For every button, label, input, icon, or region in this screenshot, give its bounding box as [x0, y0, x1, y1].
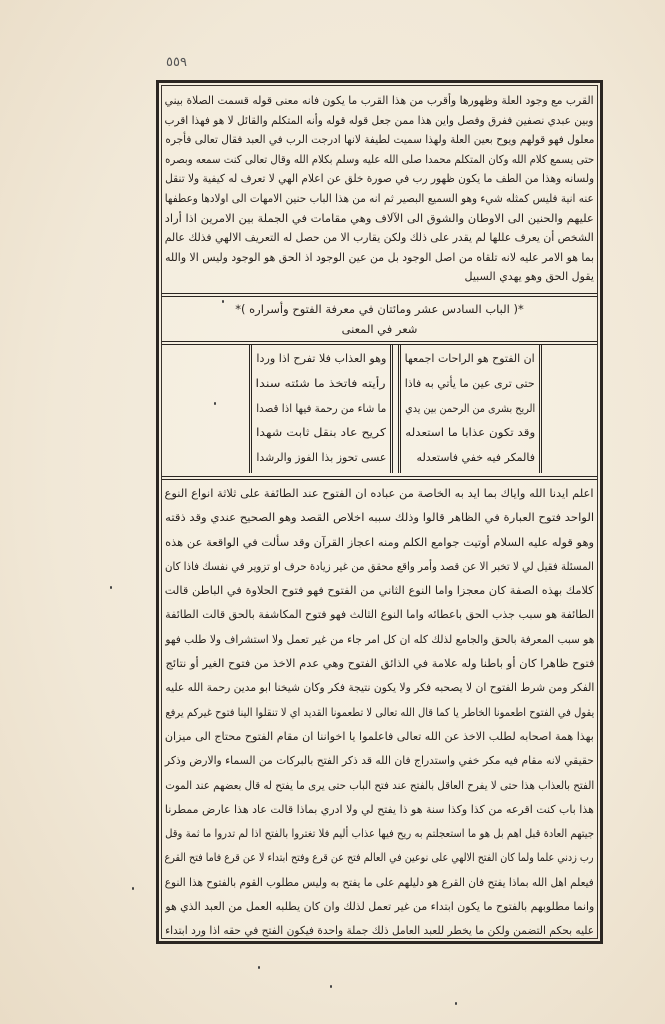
verse-hemistich	[256, 421, 386, 446]
text-line	[165, 91, 594, 111]
poem-left-column	[249, 345, 393, 473]
verse-hemistich-text: عسى تحوز بذا الفوز والرشدا	[256, 451, 386, 465]
text-line	[165, 822, 594, 846]
chapter-heading: *( الباب السادس عشر ومائتان في معرفة الفتوح وأسراره )*	[235, 302, 524, 316]
poem-right-column	[398, 345, 542, 473]
verse-hemistich-text: حتى ترى عين ما يأتي به فاذا	[405, 376, 535, 390]
verse-hemistich	[405, 372, 535, 397]
chapter-heading-block	[165, 299, 594, 339]
text-line-text: يقول الحق وهو يهدي السبيل	[464, 270, 594, 284]
text-line-text: هو سبب المعرفة بالحق والجامع لذلك كله ان كل امر جاء من غير تعمل ولا استشراف ولا طلب فهو	[165, 632, 594, 646]
verse-hemistich-text: فالمكر فيه خفي فاستعدله	[416, 451, 535, 465]
verse-hemistich	[405, 446, 535, 471]
text-line-text: حتى يسمع كلام الله وكان المتكلم محمدا صلى الله عليه وسلم بكلام الله وقال تعالى كنت سمعه وبصره	[165, 152, 594, 166]
text-line-text: الفتح بالعذاب هذا حتى لا يفرح العاقل بالفتح عند فتح الباب حتى يرى ما يفتح له قال بعضهم عند الموت	[165, 778, 594, 792]
text-line-text: المسئلة فقيل لي لا تخبر الا عن قصد وأمر واقع محقق من غير زيادة حرف او تزوير في نفسك فاذا كان	[165, 559, 594, 573]
verse-hemistich	[405, 397, 535, 422]
text-line-text: وهو قوله عليه السلام أوتيت جوامع الكلم ومنه اعجاز القرآن وقد سألت في الواقعة عن هذه	[165, 535, 594, 549]
top-paragraph	[165, 91, 594, 287]
page-number: ٥٥٩	[166, 55, 187, 70]
text-line	[165, 603, 594, 627]
text-line	[165, 652, 594, 676]
text-line	[165, 701, 594, 725]
text-line	[165, 150, 594, 170]
ink-speck	[132, 887, 134, 890]
text-line	[165, 111, 594, 131]
text-line-text: اعلم ايدنا الله واياك بما ايد به الخاصة من عباده ان الفتوح عند الطائفة على ثلاثة انواع النوع	[165, 487, 594, 500]
text-line	[165, 798, 594, 822]
verse-hemistich-text: وقد تكون عذابا ما استعدله	[405, 426, 535, 440]
text-line	[165, 774, 594, 798]
text-line	[165, 228, 594, 248]
text-line-text: وبين عبدي نصفين ففرق وفصل واين هذا ممن جعل قوله قوله وأنه المتكلم والقائل لا هو فهذا اقرب	[165, 113, 594, 127]
poem-heading: شعر في المعنى	[341, 322, 418, 336]
text-line-text: الواحد فتوح العبارة في الظاهر قالوا وذلك سببه اخلاص القصد وهو الصحيح عندي وقد ذقته	[164, 511, 594, 525]
text-line	[165, 248, 594, 268]
text-line-text: حقيقي لانه مقام فيه مكر خفي واستدراج فان الله قد ذكر الفتح بالبركات من السماء والارض وذكر	[165, 754, 594, 768]
ink-speck	[110, 586, 112, 589]
ink-speck	[455, 1002, 457, 1005]
text-frame	[156, 80, 603, 944]
text-line-text: الفكر ومن شرط الفتوح ان لا يصحبه فكر ولا يكون نتيجة فكر وكان شيخنا ابو مدين رحمة الله عليه	[165, 681, 594, 695]
verse-hemistich-text: ان الفتوح هو الراحات اجمعها	[405, 352, 535, 365]
text-line	[165, 919, 594, 943]
verse-hemistich	[256, 347, 386, 372]
verse-hemistich	[256, 446, 386, 471]
verse-hemistich	[405, 347, 535, 372]
text-line	[165, 749, 594, 773]
text-line-text: جيتهم العادة قبل اهم بل هو ما استعجلتم به ريح فيها عذاب أليم فلا تغتروا بالفتح اذا لم تدروا ما ثمة وقل	[165, 827, 594, 841]
ink-speck	[330, 985, 332, 988]
verse-hemistich	[256, 397, 386, 422]
text-line-text: فيعلم اهل الله بماذا يفتح فان القرع هو دليلهم على ما يفتح به وليس مطلوب القوم بالفتوح هذا النوع	[165, 875, 594, 889]
verse-hemistich	[405, 421, 535, 446]
text-line-text: كلامك بهذه الصفة كان معجزا واما النوع الثاني من الفتوح فهو فتوح الحلاوة في الباطن قالت	[165, 584, 594, 598]
verse-hemistich-text: كريح عاد بنقل ثابت شهدا	[256, 426, 386, 440]
text-line	[165, 846, 594, 870]
text-line	[165, 895, 594, 919]
divider	[162, 476, 597, 480]
text-line	[165, 267, 594, 287]
text-line-text: بما هو الامر عليه لانه تلقاه من اصل الوجود بل من عين الوجود اذ الحق هو الوجود وليس الا والله	[165, 250, 594, 264]
text-line-text: القرب مع وجود العلة وظهورها وأقرب من هذا القرب ما يكون فانه معنى قوله قسمت الصلاة بيني	[165, 94, 594, 107]
ink-speck	[222, 300, 224, 303]
text-line	[165, 209, 594, 229]
text-line-text: الشخص أن يعرف عللها لم يقدر على ذلك ولكن يقارب الا من حصل له التعريف الالهي فذلك عالم	[165, 231, 594, 245]
text-line-text: عليه بحكم التضمن ولكن ما يخطر للعبد العامل ذلك جملة واحدة فيكون الفتح في حقه اذا ورد ابتداء	[165, 924, 594, 938]
text-line-text: وانما مطلوبهم بالفتوح ما يكون ابتداء من غير تعمل لذلك وان كان يطلبه العمل من العبد الذي هو	[165, 900, 594, 914]
text-line	[165, 482, 594, 506]
text-line-text: فتوح ظاهرا كان أو باطنا وله علامة في الذائق الفتوح وهي عدم الاخذ من فتوح الغير أو نتائج	[165, 657, 594, 671]
verse-hemistich-text: وهو العذاب فلا تفرح اذا وردا	[256, 352, 386, 365]
bottom-paragraph	[165, 482, 594, 944]
text-line-text: ولسانه وهذا من الطف ما يكون ظهور رب في صورة خلق عن اعلام الهي لا تعرف له كيفية ولا تنقل	[165, 172, 594, 186]
verse-hemistich-text: رأيته فاتخذ ما شئته سندا	[256, 376, 386, 390]
ink-speck	[258, 966, 260, 969]
divider	[162, 293, 597, 297]
text-line	[165, 130, 594, 150]
text-line-text: معلول فهو قولهم ويوح بعين العلة ولهذا سميت لطيفة لانها ادرجت الرب في العبد فقال تعالى فأجره	[165, 133, 594, 147]
verse-hemistich-text: الريح بشرى من الرحمن بين يدي	[405, 401, 535, 415]
text-line	[165, 169, 594, 189]
text-line	[165, 555, 594, 579]
text-line-text: هذا باب كنت اقرعه من كذا وكذا سنة هو ذا يفتح لي ولا ادري بماذا قالت عاد هذا عارض ممطرنا	[165, 802, 594, 816]
text-line	[165, 531, 594, 555]
text-line-text: رب زدني علما ولما كان الفتح الالهي على نوعين في العالم فتح عن قرع وفتح ابتداء لا عن قرع فاما فتح القرع	[165, 851, 594, 865]
verse-hemistich-text: ما شاء من رحمة فيها اذا قصدا	[256, 401, 386, 415]
text-line	[165, 189, 594, 209]
text-line-text: عليهم والحنين الى الاوطان والشوق الى الآلاف وهي مقامات في الجملة بين الامرين اذا أراد	[165, 211, 594, 225]
text-line	[165, 579, 594, 603]
text-line	[165, 506, 594, 530]
text-line	[165, 628, 594, 652]
text-line	[165, 676, 594, 700]
verse-hemistich	[256, 372, 386, 397]
text-line-text: عنه انية فليس كمثله شيء وهو السميع البصير ثم انه من هذا الباب حنين الامهات الى اولادها وعطفها	[165, 191, 594, 205]
text-line-text: الطائفة هو سبب جذب الحق باعطائه واما النوع الثالث فهو فتوح المكاشفة بالحق قالت الطائفة	[165, 608, 594, 622]
text-line-text: يقول في الفتوح اطعمونا الخاطر يا كما قال الله تعالى لا تطعمونا القديد اي لا تنقلوا الينا فتوح غيركم يرفع	[165, 705, 594, 719]
ink-speck	[214, 402, 216, 405]
text-line-text: بهذا همة اصحابه لطلب الاخذ عن الله تعالى فاعلموا يا اخواننا ان مقام الفتوح محتاج الى ميزان	[165, 729, 594, 743]
text-line	[165, 871, 594, 895]
text-line	[165, 725, 594, 749]
